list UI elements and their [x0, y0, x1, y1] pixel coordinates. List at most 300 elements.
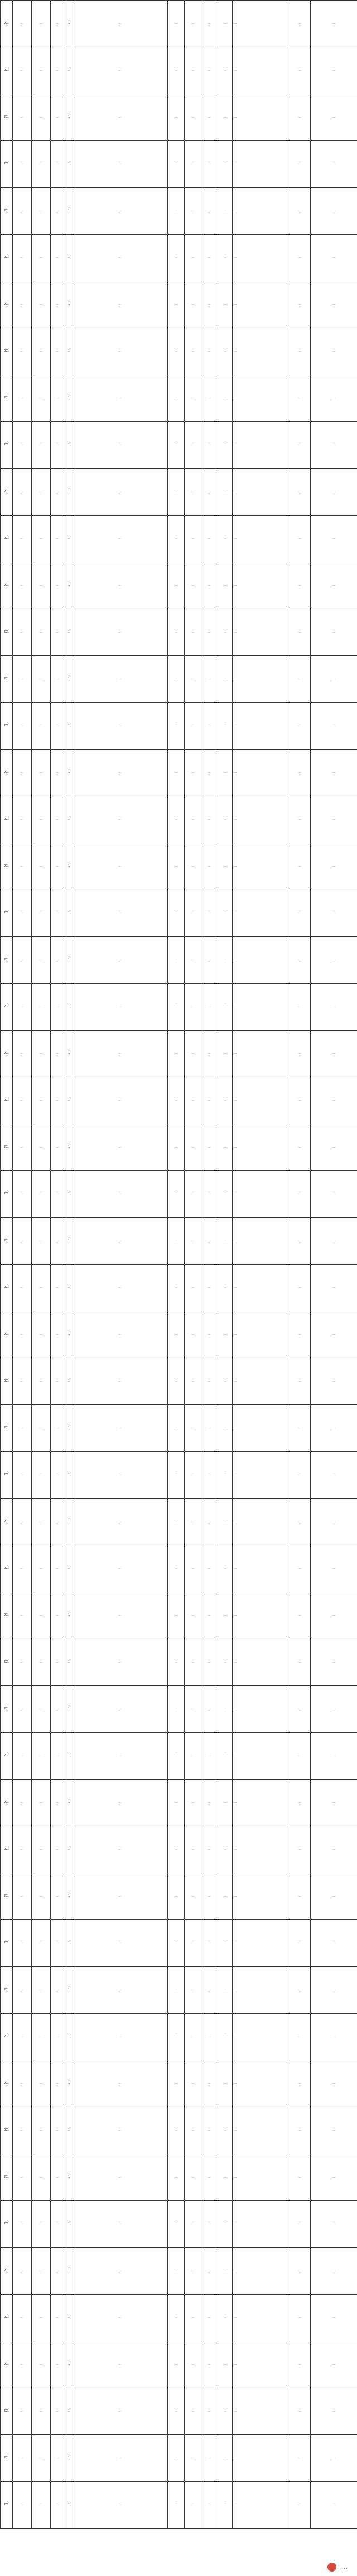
table-cell: …	[73, 1, 168, 47]
table-cell: …	[233, 1967, 288, 2014]
table-cell: …	[73, 1826, 168, 1873]
table-cell: 1	[65, 141, 73, 188]
table-cell: 1	[65, 2154, 73, 2201]
table-cell: …	[32, 1171, 51, 1218]
table-cell: …	[185, 1218, 201, 1265]
table-cell: …	[168, 562, 185, 609]
table-cell: 1	[65, 609, 73, 656]
table-cell: …	[73, 1171, 168, 1218]
watermark	[327, 2562, 348, 2572]
table-cell: …	[32, 2154, 51, 2201]
table-cell: …	[233, 422, 288, 469]
table-cell: …	[51, 750, 65, 796]
table-cell: …	[51, 1499, 65, 1545]
table-cell: …	[218, 1218, 233, 1265]
table-cell: …	[51, 375, 65, 422]
table-cell: …	[32, 1031, 51, 1077]
table-cell: …	[311, 1967, 357, 2014]
table-cell: …	[201, 94, 218, 141]
table-cell: …	[288, 1967, 311, 2014]
table-cell: …	[185, 1686, 201, 1733]
table-cell: 201	[1, 1639, 13, 1686]
table-cell: …	[288, 750, 311, 796]
table-cell: …	[201, 1639, 218, 1686]
table-cell: …	[51, 890, 65, 937]
table-row	[1, 1265, 357, 1311]
table-cell: …	[13, 1499, 32, 1545]
table-cell: …	[185, 562, 201, 609]
table-cell: …	[288, 1920, 311, 1967]
table-cell: …	[288, 1592, 311, 1639]
table-cell: …	[185, 1124, 201, 1171]
table-cell: 201	[1, 1311, 13, 1358]
table-cell: 1	[65, 235, 73, 281]
table-cell: …	[168, 2107, 185, 2154]
table-cell: …	[185, 703, 201, 750]
table-cell: …	[73, 796, 168, 843]
table-cell: …	[13, 1171, 32, 1218]
table-cell: …	[32, 2482, 51, 2529]
table-cell: 201	[1, 2201, 13, 2248]
table-cell: …	[185, 1031, 201, 1077]
table-cell: …	[168, 94, 185, 141]
table-row	[1, 1780, 357, 1826]
table-cell: …	[288, 1639, 311, 1686]
table-cell: …	[185, 796, 201, 843]
table-cell: …	[51, 1733, 65, 1780]
table-cell: …	[13, 1358, 32, 1405]
table-cell: …	[218, 2201, 233, 2248]
table-cell: …	[51, 703, 65, 750]
table-cell: …	[32, 2341, 51, 2388]
table-cell: 1	[65, 328, 73, 375]
table-cell: …	[73, 422, 168, 469]
table-cell: …	[185, 2014, 201, 2060]
table-cell: …	[288, 2248, 311, 2295]
table-row	[1, 235, 357, 281]
table-cell: …	[311, 1265, 357, 1311]
table-cell: …	[201, 2248, 218, 2295]
table-cell: …	[168, 1780, 185, 1826]
table-cell: 1	[65, 2295, 73, 2341]
table-cell: 201	[1, 1920, 13, 1967]
table-cell: …	[168, 1265, 185, 1311]
table-cell: …	[233, 1686, 288, 1733]
table-cell: …	[233, 2154, 288, 2201]
table-cell: …	[13, 1920, 32, 1967]
table-cell: …	[288, 469, 311, 516]
table-cell: …	[51, 1826, 65, 1873]
table-cell: 1	[65, 1405, 73, 1452]
table-cell: …	[13, 2435, 32, 2482]
table-cell: …	[32, 1920, 51, 1967]
table-cell: …	[168, 328, 185, 375]
table-cell: …	[73, 2060, 168, 2107]
table-cell: …	[218, 375, 233, 422]
table-cell: …	[218, 1639, 233, 1686]
table-cell: …	[73, 984, 168, 1031]
table-cell: 201	[1, 47, 13, 94]
table-cell: …	[168, 1311, 185, 1358]
table-cell: …	[51, 984, 65, 1031]
table-cell: …	[233, 1592, 288, 1639]
table-cell: …	[311, 141, 357, 188]
table-cell: 1	[65, 375, 73, 422]
table-cell: …	[51, 235, 65, 281]
table-cell: …	[201, 328, 218, 375]
table-cell: …	[218, 1, 233, 47]
table-cell: …	[288, 1499, 311, 1545]
table-cell: …	[185, 1499, 201, 1545]
table-cell: …	[51, 1686, 65, 1733]
table-cell: …	[233, 609, 288, 656]
table-cell: …	[311, 703, 357, 750]
table-cell: …	[201, 1124, 218, 1171]
table-cell: …	[311, 750, 357, 796]
table-cell: …	[32, 1218, 51, 1265]
table-cell: …	[32, 2060, 51, 2107]
table-cell: 1	[65, 1920, 73, 1967]
table-cell: …	[311, 562, 357, 609]
table-cell: …	[233, 1545, 288, 1592]
table-cell: …	[51, 2107, 65, 2154]
table-cell: 201	[1, 703, 13, 750]
table-cell: …	[201, 1780, 218, 1826]
table-cell: …	[233, 516, 288, 562]
table-cell: …	[233, 2341, 288, 2388]
table-cell: …	[32, 2435, 51, 2482]
table-cell: …	[168, 1077, 185, 1124]
table-cell: …	[73, 1452, 168, 1499]
table-row	[1, 1218, 357, 1265]
table-cell: …	[218, 47, 233, 94]
table-cell: 1	[65, 1, 73, 47]
table-cell: …	[73, 2154, 168, 2201]
table-cell: …	[311, 1077, 357, 1124]
table-cell: …	[218, 1545, 233, 1592]
table-cell: …	[218, 890, 233, 937]
table-cell: …	[13, 1639, 32, 1686]
table-cell: …	[51, 281, 65, 328]
table-cell: …	[13, 422, 32, 469]
table-row	[1, 281, 357, 328]
table-cell: …	[311, 2341, 357, 2388]
table-cell: …	[233, 2295, 288, 2341]
table-cell: …	[218, 1311, 233, 1358]
table-cell: …	[201, 2014, 218, 2060]
table-row	[1, 1920, 357, 1967]
table-cell: …	[185, 1265, 201, 1311]
table-cell: …	[51, 1, 65, 47]
table-cell: …	[32, 984, 51, 1031]
table-cell: …	[185, 1311, 201, 1358]
table-row	[1, 516, 357, 562]
table-cell: …	[73, 1920, 168, 1967]
table-cell: …	[201, 750, 218, 796]
table-cell: 1	[65, 890, 73, 937]
table-cell: …	[185, 1405, 201, 1452]
table-cell: …	[168, 516, 185, 562]
table-cell: …	[218, 141, 233, 188]
table-cell: …	[168, 1967, 185, 2014]
table-cell: …	[201, 141, 218, 188]
table-cell: …	[233, 1826, 288, 1873]
table-cell: 201	[1, 1592, 13, 1639]
table-cell: 1	[65, 1592, 73, 1639]
table-cell: …	[168, 796, 185, 843]
table-cell: …	[233, 469, 288, 516]
table-cell: …	[233, 1358, 288, 1405]
table-cell: …	[201, 2341, 218, 2388]
table-row	[1, 2435, 357, 2482]
table-cell: …	[73, 1265, 168, 1311]
table-cell: …	[185, 1826, 201, 1873]
table-row	[1, 141, 357, 188]
table-cell: …	[73, 1218, 168, 1265]
table-cell: 201	[1, 1545, 13, 1592]
table-cell: 1	[65, 1545, 73, 1592]
table-cell: …	[311, 281, 357, 328]
table-cell: …	[218, 2107, 233, 2154]
table-cell: …	[32, 1873, 51, 1920]
table-cell: …	[233, 375, 288, 422]
table-cell: …	[201, 1967, 218, 2014]
table-cell: …	[51, 1031, 65, 1077]
table-cell: …	[168, 1733, 185, 1780]
table-cell: …	[13, 1873, 32, 1920]
table-cell: 1	[65, 1077, 73, 1124]
table-cell: 201	[1, 843, 13, 890]
table-cell: …	[201, 656, 218, 703]
table-cell: …	[51, 843, 65, 890]
table-cell: …	[32, 235, 51, 281]
table-cell: …	[51, 1639, 65, 1686]
table-cell: …	[51, 937, 65, 984]
table-cell: …	[311, 1311, 357, 1358]
table-row	[1, 2341, 357, 2388]
table-cell: 1	[65, 1639, 73, 1686]
table-cell: 1	[65, 750, 73, 796]
table-cell: …	[13, 1265, 32, 1311]
table-cell: …	[311, 2014, 357, 2060]
table-cell: …	[13, 843, 32, 890]
table-row	[1, 2154, 357, 2201]
table-cell: …	[168, 1592, 185, 1639]
table-cell: …	[13, 1218, 32, 1265]
table-cell: …	[73, 843, 168, 890]
table-cell: 201	[1, 2060, 13, 2107]
table-cell: …	[13, 703, 32, 750]
table-cell: …	[185, 1920, 201, 1967]
table-cell: 1	[65, 1358, 73, 1405]
table-cell: …	[233, 94, 288, 141]
table-cell: …	[218, 609, 233, 656]
table-cell: …	[168, 1218, 185, 1265]
table-cell: …	[311, 1873, 357, 1920]
table-cell: …	[311, 609, 357, 656]
table-cell: …	[311, 1124, 357, 1171]
table-cell: …	[13, 235, 32, 281]
table-cell: 1	[65, 516, 73, 562]
table-cell: 201	[1, 1077, 13, 1124]
table-cell: 1	[65, 1171, 73, 1218]
table-cell: …	[311, 1452, 357, 1499]
table-cell: 201	[1, 2388, 13, 2435]
table-cell: …	[185, 2388, 201, 2435]
table-cell: …	[13, 1967, 32, 2014]
table-cell: …	[73, 937, 168, 984]
table-row	[1, 1405, 357, 1452]
table-cell: …	[32, 422, 51, 469]
table-cell: 1	[65, 1733, 73, 1780]
table-cell: …	[218, 1592, 233, 1639]
table-row	[1, 796, 357, 843]
table-cell: …	[73, 328, 168, 375]
table-cell: …	[32, 1265, 51, 1311]
table-cell: …	[233, 1171, 288, 1218]
table-cell: …	[218, 1077, 233, 1124]
table-cell: …	[168, 2201, 185, 2248]
table-cell: …	[288, 2482, 311, 2529]
table-cell: 201	[1, 1405, 13, 1452]
table-cell: …	[311, 188, 357, 235]
table-cell: …	[288, 516, 311, 562]
table-cell: …	[13, 188, 32, 235]
table-cell: …	[73, 2107, 168, 2154]
table-row	[1, 843, 357, 890]
table-cell: …	[288, 375, 311, 422]
table-cell: …	[168, 1920, 185, 1967]
table-cell: …	[73, 1358, 168, 1405]
table-cell: …	[233, 188, 288, 235]
table-cell: 1	[65, 2482, 73, 2529]
table-cell: …	[218, 750, 233, 796]
table-cell: …	[288, 47, 311, 94]
table-row	[1, 1639, 357, 1686]
table-cell: …	[185, 609, 201, 656]
table-cell: …	[288, 1124, 311, 1171]
table-cell: …	[218, 1733, 233, 1780]
table-cell: …	[288, 609, 311, 656]
table-cell: …	[201, 2154, 218, 2201]
table-cell: …	[201, 469, 218, 516]
table-cell: 1	[65, 1780, 73, 1826]
table-cell: …	[51, 1920, 65, 1967]
table-cell: …	[311, 937, 357, 984]
table-cell: …	[201, 1920, 218, 1967]
table-cell: …	[311, 984, 357, 1031]
table-cell: …	[218, 1780, 233, 1826]
table-cell: …	[13, 609, 32, 656]
table-cell: …	[13, 328, 32, 375]
table-cell: 1	[65, 47, 73, 94]
table-cell: …	[32, 1452, 51, 1499]
table-cell: …	[32, 1826, 51, 1873]
table-cell: …	[13, 1686, 32, 1733]
table-cell: …	[73, 2248, 168, 2295]
table-cell: …	[233, 562, 288, 609]
table-cell: …	[168, 1826, 185, 1873]
table-cell: …	[51, 2060, 65, 2107]
table-cell: …	[51, 1077, 65, 1124]
table-cell: …	[51, 2201, 65, 2248]
table-cell: …	[288, 235, 311, 281]
table-cell: …	[32, 2014, 51, 2060]
table-cell: …	[201, 1452, 218, 1499]
table-cell: …	[32, 937, 51, 984]
table-row	[1, 1499, 357, 1545]
table-cell: …	[201, 562, 218, 609]
table-cell: …	[32, 516, 51, 562]
table-cell: …	[51, 2295, 65, 2341]
table-cell: …	[218, 796, 233, 843]
table-cell: …	[51, 1592, 65, 1639]
table-cell: …	[168, 2341, 185, 2388]
table-cell: 1	[65, 1499, 73, 1545]
table-cell: …	[201, 2107, 218, 2154]
table-cell: …	[168, 750, 185, 796]
table-cell: …	[288, 328, 311, 375]
table-cell: …	[51, 188, 65, 235]
table-cell: …	[288, 1405, 311, 1452]
table-cell: …	[311, 2201, 357, 2248]
table-cell: …	[233, 2482, 288, 2529]
table-cell: …	[185, 328, 201, 375]
table-cell: …	[288, 1733, 311, 1780]
table-cell: …	[311, 2248, 357, 2295]
table-cell: …	[185, 2248, 201, 2295]
table-cell: …	[288, 2060, 311, 2107]
table-cell: …	[201, 1592, 218, 1639]
table-cell: …	[168, 1171, 185, 1218]
table-cell: …	[311, 1592, 357, 1639]
table-cell: …	[288, 2107, 311, 2154]
table-cell: …	[201, 281, 218, 328]
table-cell: 201	[1, 1780, 13, 1826]
table-cell: …	[168, 703, 185, 750]
table-cell: …	[168, 1, 185, 47]
table-cell: …	[218, 1499, 233, 1545]
table-cell: …	[13, 1780, 32, 1826]
table-cell: …	[233, 2248, 288, 2295]
table-cell: …	[168, 235, 185, 281]
table-cell: 201	[1, 235, 13, 281]
table-cell: …	[233, 1639, 288, 1686]
table-cell: 201	[1, 2014, 13, 2060]
table-cell: …	[288, 1, 311, 47]
table-cell: …	[218, 1873, 233, 1920]
table-cell: …	[185, 1452, 201, 1499]
watermark-text: …	[341, 2562, 348, 2571]
table-cell: …	[73, 1592, 168, 1639]
table-cell: …	[73, 375, 168, 422]
table-cell: …	[168, 2060, 185, 2107]
table-cell: …	[13, 1826, 32, 1873]
table-cell: …	[32, 2248, 51, 2295]
table-cell: …	[311, 796, 357, 843]
table-cell: …	[233, 703, 288, 750]
table-row	[1, 1686, 357, 1733]
table-cell: …	[13, 1031, 32, 1077]
table-cell: 201	[1, 2341, 13, 2388]
table-cell: …	[51, 2014, 65, 2060]
table-cell: 1	[65, 2060, 73, 2107]
table-cell: …	[32, 1686, 51, 1733]
table-cell: …	[233, 235, 288, 281]
table-cell: …	[218, 1124, 233, 1171]
table-cell: …	[73, 188, 168, 235]
table-cell: …	[311, 1218, 357, 1265]
